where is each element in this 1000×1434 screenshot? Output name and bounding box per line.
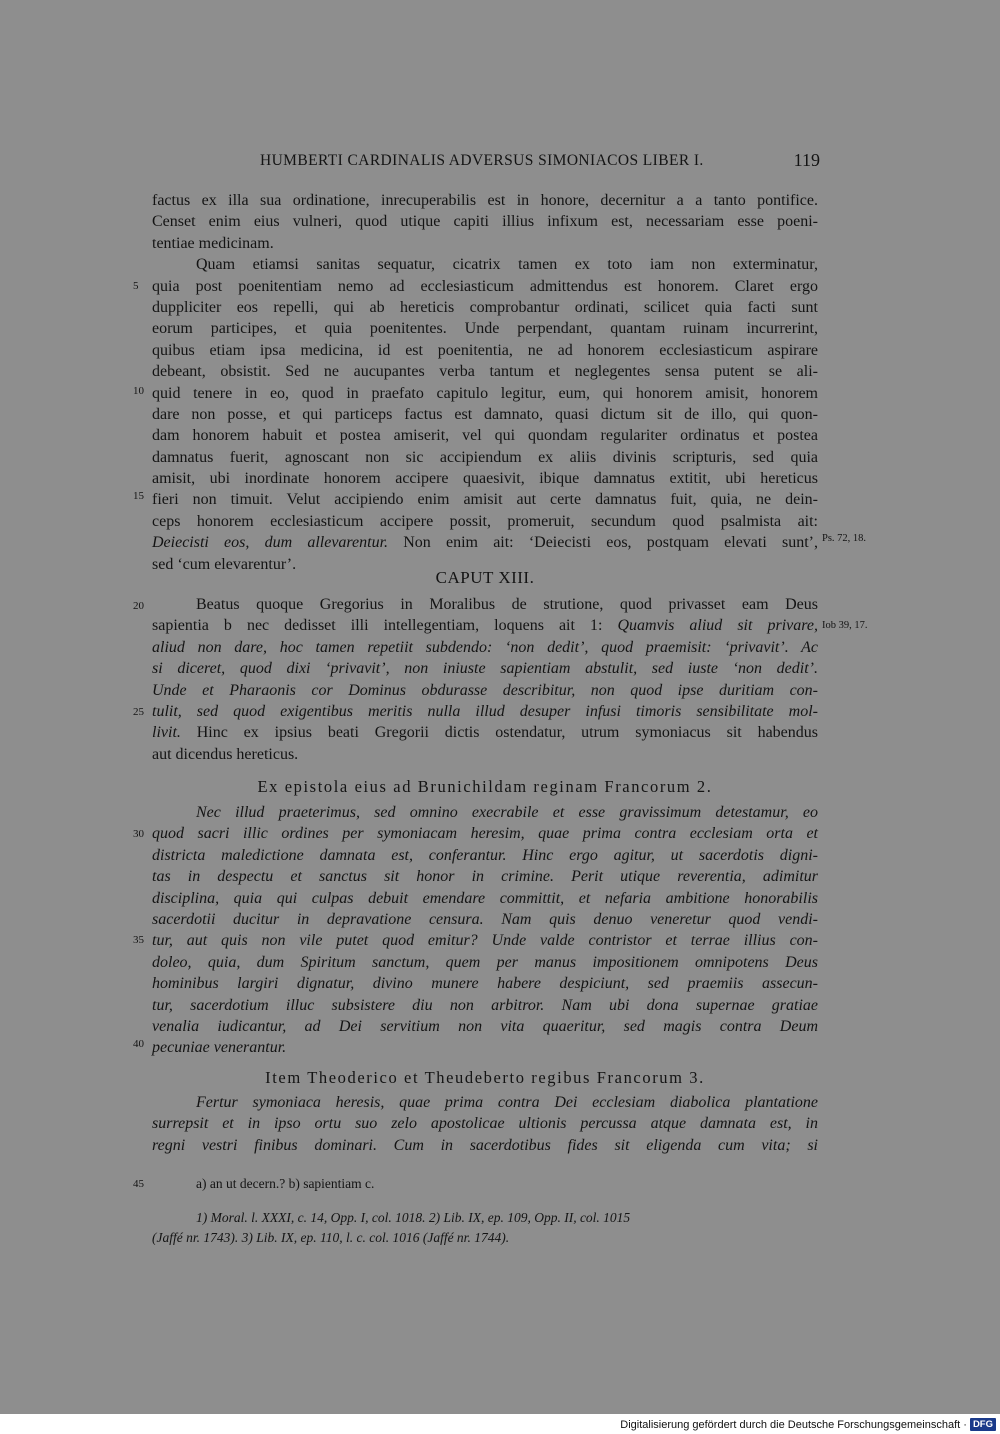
line-number: 25	[133, 706, 144, 718]
text-line: quibus etiam ipsa medicina, id est poenitentia, ne ad honorem ecclesiasticum aspirare	[152, 341, 818, 359]
funding-footer	[620, 1418, 996, 1431]
margin-reference: Ps. 72, 18.	[822, 533, 867, 544]
margin-reference: Iob 39, 17.	[822, 620, 868, 631]
line-number: 35	[133, 934, 144, 946]
text-line: eorum participes, et quia poenitentes. Unde perpendant, quantam ruinam incurrerint,	[152, 320, 818, 338]
quote-span: livit.	[152, 724, 181, 742]
text-line	[152, 615, 818, 636]
line-number: 40	[133, 1038, 144, 1050]
text-line: sed ‘cum elevarentur’.	[152, 555, 297, 573]
funding-text: Digitalisierung gefördert durch die Deutsche Forschungsgemeinschaft ·	[620, 1418, 967, 1431]
text-line: si diceret, quod dixi ‘privavit’, non iniuste sapientiam abstulit, sed iuste ‘non dedit’.	[152, 660, 818, 678]
text-span: Hinc ex ipsius beati Gregorii dictis ostendatur, utrum symoniacus sit habendus	[180, 724, 818, 742]
text-line: quod sacri illic ordines per symoniacam heresim, quae prima contra ecclesiam orta et	[152, 825, 818, 843]
line-number: 5	[133, 280, 139, 292]
footnote-line: 1) Moral. l. XXXI, c. 14, Opp. I, col. 1018. 2) Lib. IX, ep. 109, Opp. II, col. 1015	[196, 1210, 631, 1225]
line-number: 15	[133, 490, 144, 502]
text-line: debeant, obsistit. Sed ne aucupantes verba tantum et neglegentes sensa putent se ali-	[152, 363, 818, 381]
text-line: districta maledictione damnata est, conferantur. Hinc ergo agitur, ut sacerdotis digni-	[152, 846, 818, 864]
text-line: tur, sacerdotium illuc subsistere diu non arbitror. Nam ubi dona supernae gratiae	[152, 996, 818, 1014]
critical-apparatus: a) an ut decern.? b) sapientiam c.	[196, 1176, 375, 1191]
body-text-2	[152, 594, 818, 765]
psalm-quote: Deiecisti eos, dum allevarentur.	[152, 534, 389, 552]
page-header	[152, 152, 820, 174]
text-line: aliud non dare, hoc tamen repetiit subdendo: ‘non dedit’, quod praemisit: ‘privavit’. Ac	[152, 638, 818, 656]
line-number: 30	[133, 828, 144, 840]
text-line: tentiae medicinam.	[152, 234, 274, 252]
chapter-heading: CAPUT XIII.	[435, 568, 535, 587]
page-number: 119	[793, 150, 820, 170]
text-line: Quam etiamsi sanitas sequatur, cicatrix tamen ex toto iam non exterminatur,	[196, 256, 818, 274]
text-line	[152, 722, 818, 743]
text-line: quia post poenitentiam nemo ad ecclesiasticum admittendus est honorem. Claret ergo	[152, 277, 818, 295]
text-line: factus ex illa sua ordinatione, inrecuperabilis est in honore, decernitur a a tanto pontifice.	[152, 192, 818, 209]
text-line: dare non posse, et qui particeps factus est damnato, quasi dictum sit de illo, qui quon-	[152, 405, 818, 423]
dfg-logo: DFG	[970, 1418, 996, 1431]
text-line: surrepsit et in ipso ortu suo zelo apostolicae ultionis percussa atque damnata est, in	[152, 1115, 818, 1133]
text-span: Non enim ait: ‘Deiecisti eos, postquam elevati sunt’,	[388, 534, 818, 552]
text-line: pecuniae venerantur.	[152, 1039, 287, 1057]
footnote-line: (Jaffé nr. 1743). 3) Lib. IX, ep. 110, l. c. col. 1016 (Jaffé nr. 1744).	[152, 1230, 510, 1245]
text-line: hominibus largiri dignatur, divino munere habere despiciunt, sed praemiis assecun-	[152, 975, 818, 993]
running-title: HUMBERTI CARDINALIS ADVERSUS SIMONIACOS LIBER I.	[260, 152, 704, 169]
text-line: regni vestri finibus dominari. Cum in sacerdotibus fides sit eligenda cum vita; si	[152, 1136, 818, 1154]
text-line: Nec illud praeterimus, sed omnino execrabile et esse gravissimum detestamur, eo	[196, 804, 818, 821]
text-line: Unde et Pharaonis cor Dominus obdurasse describitur, non quod ipse duritiam con-	[152, 681, 818, 699]
text-span: sapientia b nec dedisset illi intellegentiam, loquens ait 1:	[152, 617, 618, 635]
line-number: 45	[133, 1178, 144, 1190]
text-line: Fertur symoniaca heresis, quae prima contra Dei ecclesiam diabolica plantatione	[196, 1094, 818, 1111]
line-number: 20	[133, 600, 144, 612]
text-line: venalia iudicantur, ad Dei servitium non vita quaeritur, sed magis contra Deum	[152, 1017, 818, 1035]
text-line	[152, 532, 818, 553]
text-line: damnatus fuerit, agnoscant non sic accipiendum ex aliis divinis scripturis, sed quia	[152, 448, 818, 466]
text-line: doleo, quia, dum Spiritum sanctum, quem per manus impositionem omnipotens Deus	[152, 953, 818, 971]
text-line: aut dicendus hereticus.	[152, 745, 299, 763]
section-heading-brunichild: Ex epistola eius ad Brunichildam reginam Francorum 2.	[257, 777, 713, 796]
quote-block-2	[152, 1092, 818, 1156]
text-line: ceps honorem ecclesiasticum accipere possit, promeruit, secundum quod psalmista ait:	[152, 512, 818, 530]
text-line: Beatus quoque Gregorius in Moralibus de strutione, quod privasset eam Deus	[196, 596, 818, 613]
text-line: tur, aut quis non vile putet quod emitur? Unde valde contristor et terrae illius con-	[152, 932, 818, 950]
text-line: fieri non timuit. Velut accipiendo enim amisit aut certe damnatus fuit, quia, ne dein-	[152, 491, 818, 509]
text-line: tulit, sed quod exigentibus meritis nulla illud desuper infusi timoris sensibilitate mol-	[152, 702, 818, 720]
section-heading-theoderic: Item Theoderico et Theudeberto regibus Francorum 3.	[265, 1068, 705, 1087]
quote-span: Quamvis aliud sit privare,	[617, 617, 818, 635]
text-line: disciplina, quia qui culpas debuit emendare committit, et nefaria ambitione honorabilis	[152, 889, 818, 907]
text-line: duppliciter eos repelli, qui ab hereticis comprobantur ordinati, scilicet quia facti sunt	[152, 298, 818, 316]
quote-block-1	[152, 802, 818, 1059]
text-line: quid tenere in eo, quod in praefato capitulo legitur, eum, qui honorem amisit, honorem	[152, 384, 818, 402]
text-line: Censet enim eius vulneri, quod utique capiti illius infixum est, necessariam esse poeni-	[152, 213, 818, 231]
text-line: amisit, ubi inordinate honorem accipere quaesivit, ibique damnatus extitit, ubi hereticus	[152, 470, 818, 488]
text-line: tas in despectu et sanctus sit honor in crimine. Perit utique reverentia, adimitur	[152, 868, 818, 886]
text-line: dam honorem habuit et postea amiserit, vel qui quondam regulariter ordinatus et postea	[152, 427, 818, 445]
text-line: sacerdotii ducitur in depravatione censura. Nam quis denuo veneretur quod vendi-	[152, 910, 818, 928]
line-number: 10	[133, 385, 144, 397]
body-text-1	[152, 190, 818, 575]
